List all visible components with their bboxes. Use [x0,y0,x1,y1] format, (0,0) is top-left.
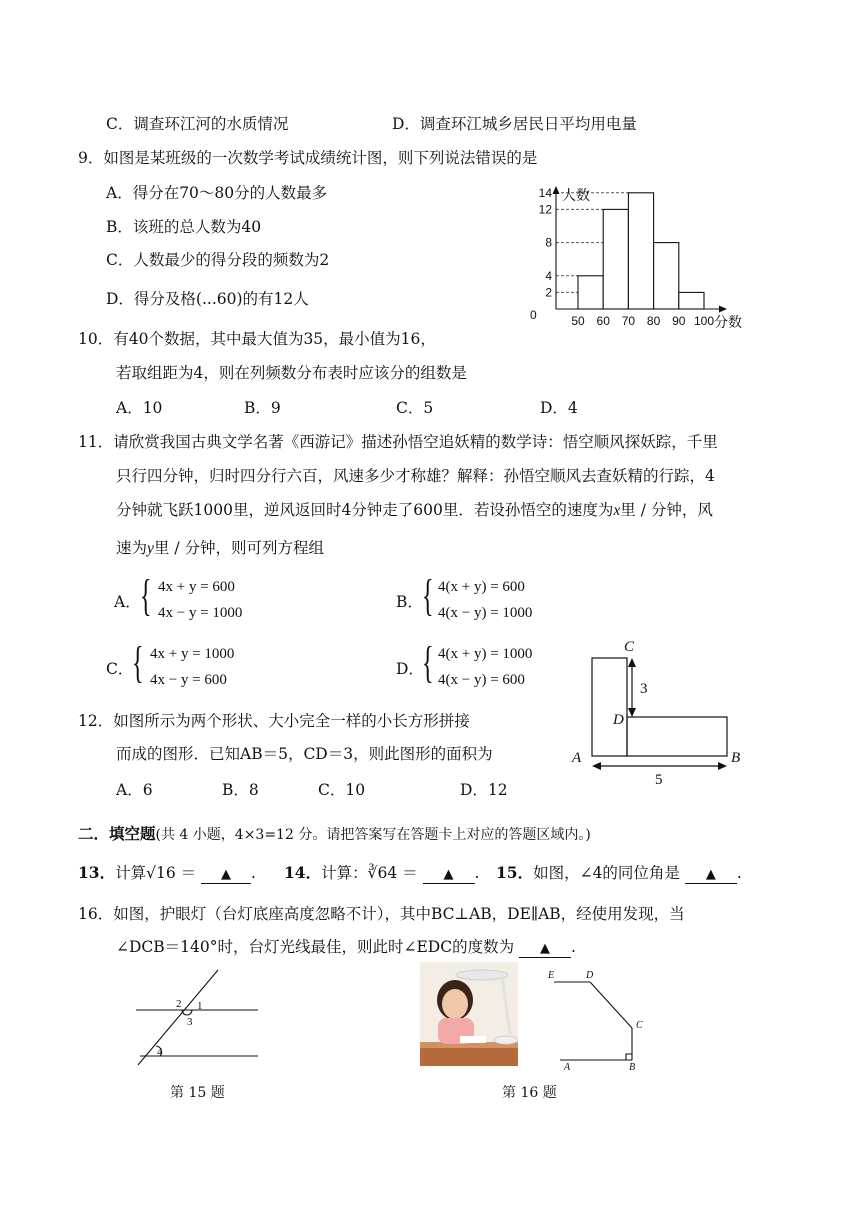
hist-ytick-8: 8 [545,235,552,250]
q12-rect-vertical [592,658,627,756]
hist-bar-70-80 [628,193,653,309]
fig16-label-a: A [564,1062,571,1072]
hist-ytick-4: 4 [545,268,552,283]
hist-xtick-90: 90 [672,314,686,328]
q12-line1: 12．如图所示为两个形状、大小完全一样的小长方形拼接 [78,712,470,730]
q12-figure [568,632,748,792]
q12-label-3: 3 [640,681,648,697]
section2-header: 二．填空题(共 4 小题，4×3=12 分。请把答案写在答题卡上对应的答题区域内。) [78,824,591,843]
q9-option-c: C．人数最少的得分段的频数为2 [106,251,330,269]
hist-ytick-14: 14 [538,185,552,200]
q11-option-d-system: 4(x + y) = 1000 4(x − y) = 600 [438,646,533,688]
q16-line2: ∠DCB＝140°时，台灯光线最佳，则此时∠EDC的度数为 ▲ . [116,938,576,956]
hist-ytick-12: 12 [538,202,552,217]
q12-option-b: B．8 [222,781,259,799]
q12-rect-horizontal [627,717,727,756]
q12-label-d: D [613,712,624,728]
q10-option-c: C．5 [396,399,434,417]
q15-answer-mark: ▲ [705,867,716,882]
q11-option-c-brace: { [132,638,144,687]
q10-option-d: D．4 [540,399,578,417]
q10-option-a: A．10 [116,399,163,417]
q11-option-c-system: 4x + y = 1000 4x − y = 600 [150,646,235,688]
q11-option-d-label: D． [396,660,424,678]
q12-label-c: C [624,639,635,655]
q16-line1: 16．如图，护眼灯（台灯底座高度忽略不计），其中BC⊥AB，DE∥AB，经使用发现，当 [78,905,685,923]
q11-option-b-system: 4(x + y) = 600 4(x − y) = 1000 [438,579,533,621]
q12-option-d: D．12 [460,781,508,799]
q9-stem: 9．如图是某班级的一次数学考试成绩统计图，则下列说法错误的是 [78,149,538,167]
fig16-label-c: C [636,1020,643,1031]
hist-origin-label: 0 [530,308,537,322]
q11-line1: 11．请欣赏我国古典文学名著《西游记》描述孙悟空追妖精的数学诗：悟空顺风探妖踪，千里 [78,433,718,451]
q9-option-d: D．得分及格(...60)的有12人 [106,290,309,308]
fig15-parallel-lines [130,966,270,1068]
hist-ytick-2: 2 [545,285,552,300]
q11-option-a-brace: { [140,571,152,620]
q13: 13．计算√16 ＝ ▲ . [78,863,256,882]
fig16-caption: 第 16 题 [502,1085,557,1101]
desk-lamp-illustration [420,962,518,1066]
q11-line4: 速为y里 / 分钟，则可列方程组 [116,539,324,557]
hist-xtick-70: 70 [621,314,636,328]
hist-bar-90-100 [679,292,704,309]
q11-option-b-brace: { [422,571,434,620]
hist-y-arrow [553,186,560,194]
hist-bar-50-60 [578,276,603,309]
q9-option-a: A．得分在70～80分的人数最多 [106,184,328,202]
q11-option-d-brace: { [422,638,434,687]
q11-line3: 分钟就飞跃1000里，逆风返回时4分钟走了600里．若设孙悟空的速度为x里 / 分钟，风 [116,501,713,519]
hist-xtick-80: 80 [646,314,661,328]
q12-label-a: A [572,750,582,766]
fig15-label-2: 2 [176,998,182,1010]
q14-answer-mark: ▲ [443,867,454,882]
q14: 14．计算：∛64 ＝ ▲ . [284,863,480,882]
fig15-caption: 第 15 题 [170,1085,225,1101]
q11-option-b-label: B． [396,593,423,611]
q11-option-c-label: C． [106,660,134,678]
fig16-label-d: D [586,970,594,981]
hist-bar-60-70 [603,209,628,309]
q12-line2: 而成的图形．已知AB＝5，CD＝3，则此图形的面积为 [116,745,493,763]
q16-answer-mark: ▲ [540,941,551,956]
hist-xtick-100: 100 [693,314,715,328]
fig16-label-b: B [629,1062,636,1072]
q10-stem-line1: 10．有40个数据，其中最大值为35，最小值为16， [78,330,436,348]
q9-option-b: B．该班的总人数为40 [106,218,262,236]
fig16-lamp-diagram [540,966,650,1072]
q9-histogram [518,182,748,332]
q12-option-c: C．10 [318,781,366,799]
q8-option-c: C．调查环江河的水质情况 [106,115,289,133]
hist-y-label: 人数 [562,188,590,204]
q13-answer-mark: ▲ [221,867,232,882]
fig15-label-1: 1 [197,1000,203,1012]
q8-option-d: D．调查环江城乡居民日平均用电量 [392,115,637,133]
q11-option-a-label: A． [114,593,141,611]
hist-xtick-60: 60 [596,314,610,328]
q15: 15．如图，∠4的同位角是 ▲ . [496,863,742,882]
hist-bar-80-90 [654,243,679,309]
hist-x-label: 分数 [714,315,742,331]
q12-label-b: B [731,750,741,766]
hist-xtick-50: 50 [571,314,585,328]
q10-stem-line2: 若取组距为4，则在列频数分布表时应该分的组数是 [116,364,467,382]
fig16-label-e: E [548,970,555,981]
q10-option-b: B．9 [244,399,281,417]
q11-line2: 只行四分钟，归时四分行六百，风速多少才称雄？解释：孙悟空顺风去查妖精的行踪，4 [116,467,715,485]
desk-lamp-photo [420,962,518,1066]
hist-x-arrow [719,306,727,313]
q12-label-5: 5 [655,772,663,788]
q12-option-a: A．6 [116,781,153,799]
fig15-label-4: 4 [157,1046,163,1058]
q11-option-a-system: 4x + y = 600 4x − y = 1000 [158,579,243,621]
fig15-label-3: 3 [187,1016,193,1028]
